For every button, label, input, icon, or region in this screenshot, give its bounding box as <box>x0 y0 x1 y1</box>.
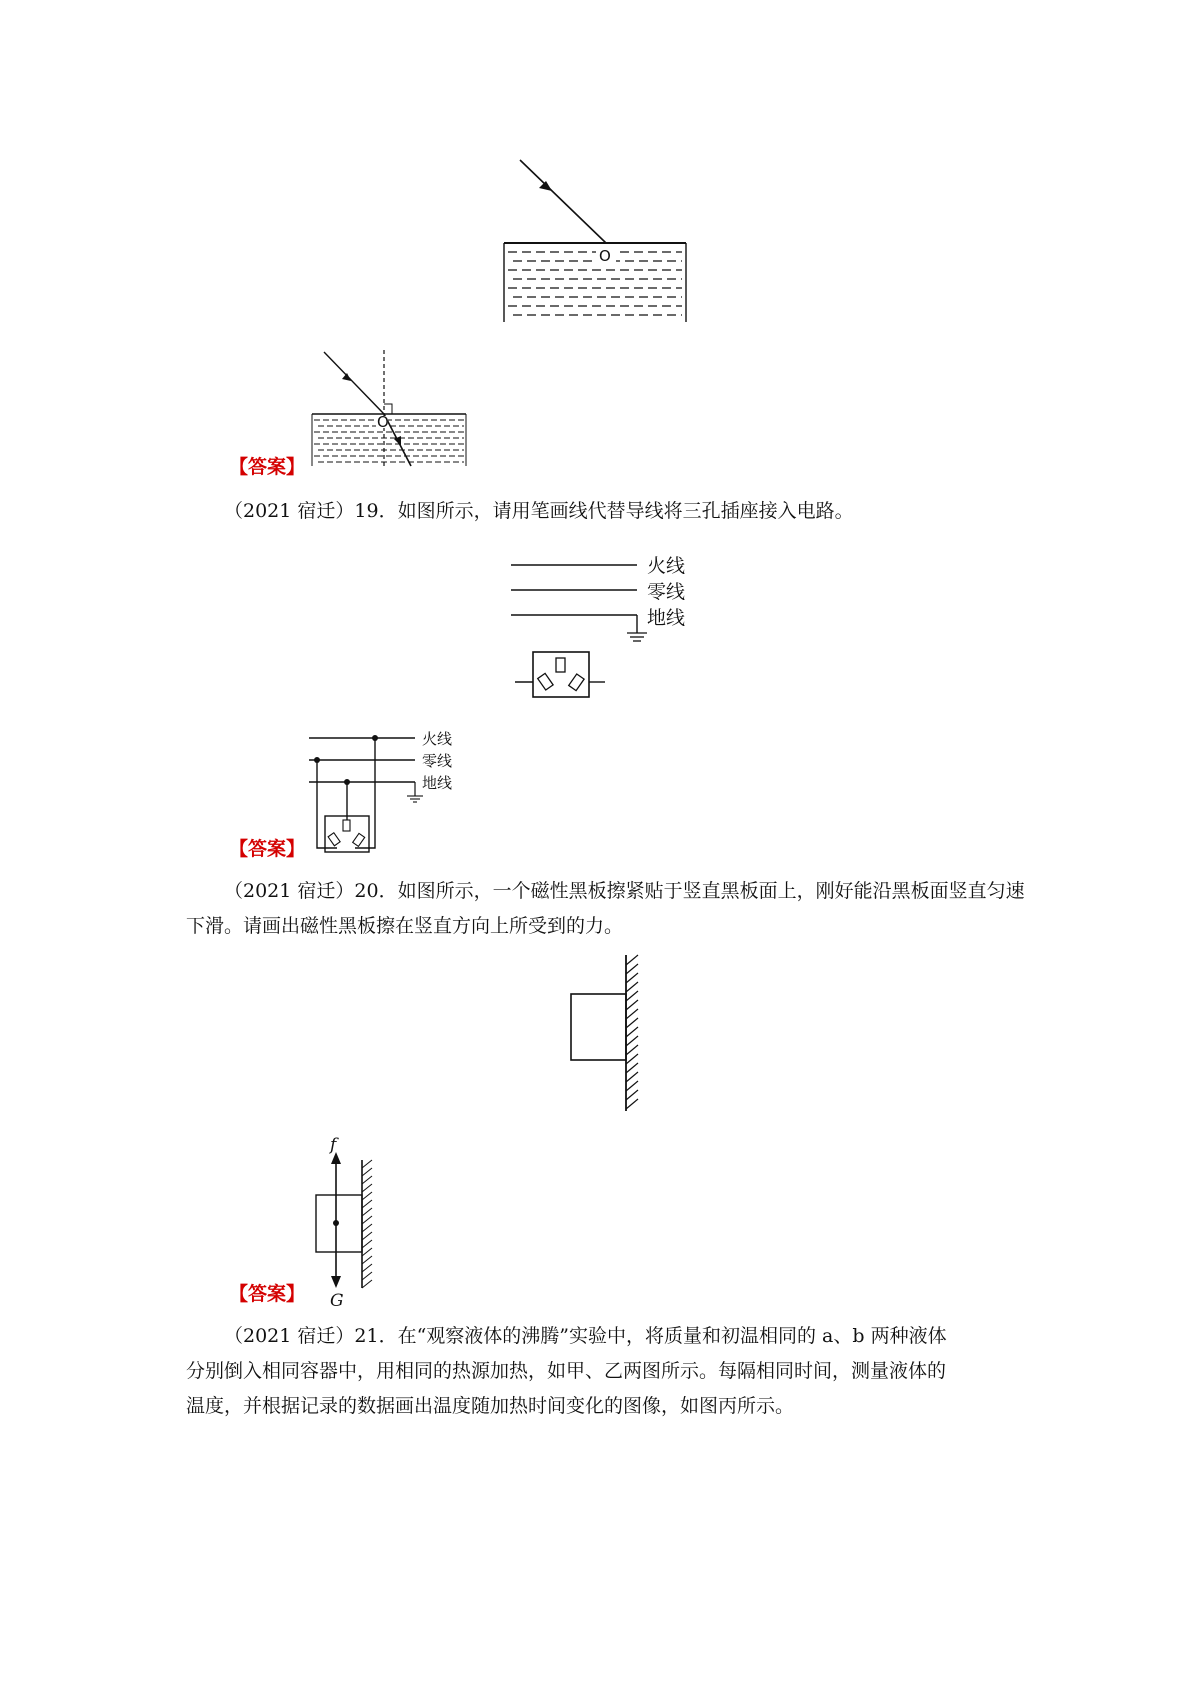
junction-dot <box>314 757 320 763</box>
q20-question-figure <box>565 955 665 1115</box>
point-o-label: O <box>377 413 389 431</box>
neutral-wire-label: 零线 <box>647 581 686 603</box>
question-19-text: （2021 宿迁）19．如图所示，请用笔画线代替导线将三孔插座接入电路。 <box>224 500 854 522</box>
incident-ray <box>520 160 606 243</box>
ground-wire-label: 地线 <box>647 607 686 629</box>
hatch-line <box>626 1027 638 1037</box>
hatch-line <box>626 1018 638 1028</box>
hatch-line <box>362 1200 372 1208</box>
hatch-line <box>626 1036 638 1046</box>
hatch-line <box>626 1063 638 1073</box>
question-21-line2: 分别倒入相同容器中，用相同的热源加热，如甲、乙两图所示。每隔相同时间，测量液体的 <box>186 1360 947 1382</box>
hatch-line <box>362 1272 372 1280</box>
hatch-line <box>626 991 638 1001</box>
hatch-line <box>362 1168 372 1176</box>
water-hatching <box>314 420 464 462</box>
q18-answer-figure <box>308 348 470 472</box>
answer-label: 【答案】 <box>229 456 306 478</box>
wall-hatching <box>626 955 638 1109</box>
hatch-line <box>626 1099 638 1109</box>
hatch-line <box>362 1160 372 1168</box>
center-of-mass-dot <box>333 1220 339 1226</box>
junction-dot <box>372 735 378 741</box>
hatch-line <box>362 1240 372 1248</box>
question-21-line3: 温度，并根据记录的数据画出温度随加热时间变化的图像，如图丙所示。 <box>186 1395 795 1417</box>
incident-ray <box>324 352 384 414</box>
hatch-line <box>626 964 638 974</box>
ray-arrow <box>539 181 552 191</box>
hatch-line <box>626 955 638 965</box>
hatch-line <box>362 1216 372 1224</box>
junction-dot <box>344 779 350 785</box>
three-hole-socket <box>325 816 369 852</box>
ray-arrow <box>342 373 351 381</box>
hatch-line <box>626 973 638 983</box>
q19-question-figure <box>505 545 705 695</box>
point-o-label: O <box>599 247 611 265</box>
q19-answer-figure <box>305 730 475 855</box>
question-20-text: （2021 宿迁）20．如图所示，一个磁性黑板擦紧贴于竖直黑板面上，刚好能沿黑板面竖直匀速下滑。请画出磁性黑板擦在竖直方向上所受到的力。 <box>186 880 1025 937</box>
hatch-line <box>362 1176 372 1184</box>
hatch-line <box>362 1264 372 1272</box>
answer-label: 【答案】 <box>229 838 306 860</box>
three-hole-socket <box>515 652 605 697</box>
blackboard-eraser <box>316 1195 362 1252</box>
hatch-line <box>626 1009 638 1019</box>
hatch-line <box>626 1072 638 1082</box>
wall-hatching <box>362 1160 372 1288</box>
hatch-line <box>626 1081 638 1091</box>
hatch-line <box>362 1208 372 1216</box>
answer-label: 【答案】 <box>229 1283 306 1305</box>
live-wire-label: 火线 <box>422 730 453 748</box>
hatch-line <box>626 982 638 992</box>
blackboard-eraser <box>571 994 626 1060</box>
force-g-label: G <box>330 1291 344 1311</box>
hatch-line <box>362 1280 372 1288</box>
ground-symbol <box>407 796 423 802</box>
water-hatching <box>508 252 682 315</box>
q18-question-figure <box>490 150 710 325</box>
live-wire-label: 火线 <box>647 555 686 577</box>
hatch-line <box>362 1256 372 1264</box>
hatch-line <box>362 1192 372 1200</box>
hatch-line <box>626 1000 638 1010</box>
hatch-line <box>626 1054 638 1064</box>
hatch-line <box>362 1184 372 1192</box>
hatch-line <box>626 1045 638 1055</box>
q20-answer-figure <box>310 1135 390 1311</box>
hatch-line <box>362 1224 372 1232</box>
hatch-line <box>626 1090 638 1100</box>
ground-symbol <box>627 633 647 641</box>
force-f-label: f <box>330 1135 337 1155</box>
question-21-line1: （2021 宿迁）21．在“观察液体的沸腾”实验中，将质量和初温相同的 a、b 两种液体 <box>224 1325 947 1347</box>
hatch-line <box>362 1232 372 1240</box>
ground-wire-label: 地线 <box>422 774 453 792</box>
neutral-wire-label: 零线 <box>422 752 453 770</box>
hatch-line <box>362 1248 372 1256</box>
